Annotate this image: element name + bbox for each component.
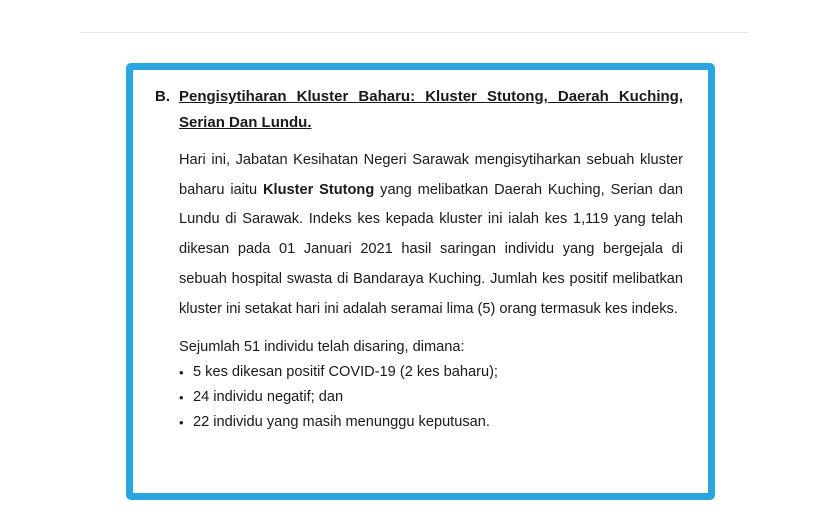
section-heading [155, 84, 683, 136]
list-item-text: 22 individu yang masih menunggu keputusan. [193, 414, 490, 431]
list-item-text: 24 individu negatif; dan [193, 389, 344, 406]
section-letter: B. [155, 88, 170, 105]
bullet-icon: • [179, 390, 184, 406]
screening-list [179, 360, 683, 435]
bullet-icon: • [179, 415, 184, 431]
list-item-text: 5 kes dikesan positif COVID-19 (2 kes baharu); [193, 364, 498, 381]
list-item [179, 360, 683, 385]
paragraph-text-start: Hari ini, Jabatan Kesihatan Negeri Sarawak mengisytiharkan sebuah kluster baharu iaitu [179, 152, 683, 198]
list-item [179, 410, 683, 435]
highlight-frame [126, 63, 715, 500]
section-body [179, 146, 683, 435]
cluster-name: Kluster Stutong [262, 181, 375, 198]
paragraph-text-end: yang melibatkan Daerah Kuching, Serian dan Lundu di Sarawak. Indeks kes kepada kluster ini ialah kes 1,119 yang telah dikesan pada 01 Januari 2021 hasil saringan individu yang bergejala di sebuah hospital swasta di Bandaraya Kuching. Jumlah kes positif melibatkan kluster ini setakat hari ini adalah seramai lima (5) orang termasuk kes indeks. [179, 181, 683, 317]
list-item [179, 385, 683, 410]
screening-intro: Sejumlah 51 individu telah disaring, dimana: [179, 339, 465, 356]
section-content [155, 84, 683, 435]
section-title: Pengisytiharan Kluster Baharu: Kluster Stutong, Daerah Kuching, Serian Dan Lundu. [179, 88, 683, 131]
announcement-paragraph [179, 146, 683, 324]
top-divider [80, 32, 748, 33]
bullet-icon: • [179, 365, 184, 381]
